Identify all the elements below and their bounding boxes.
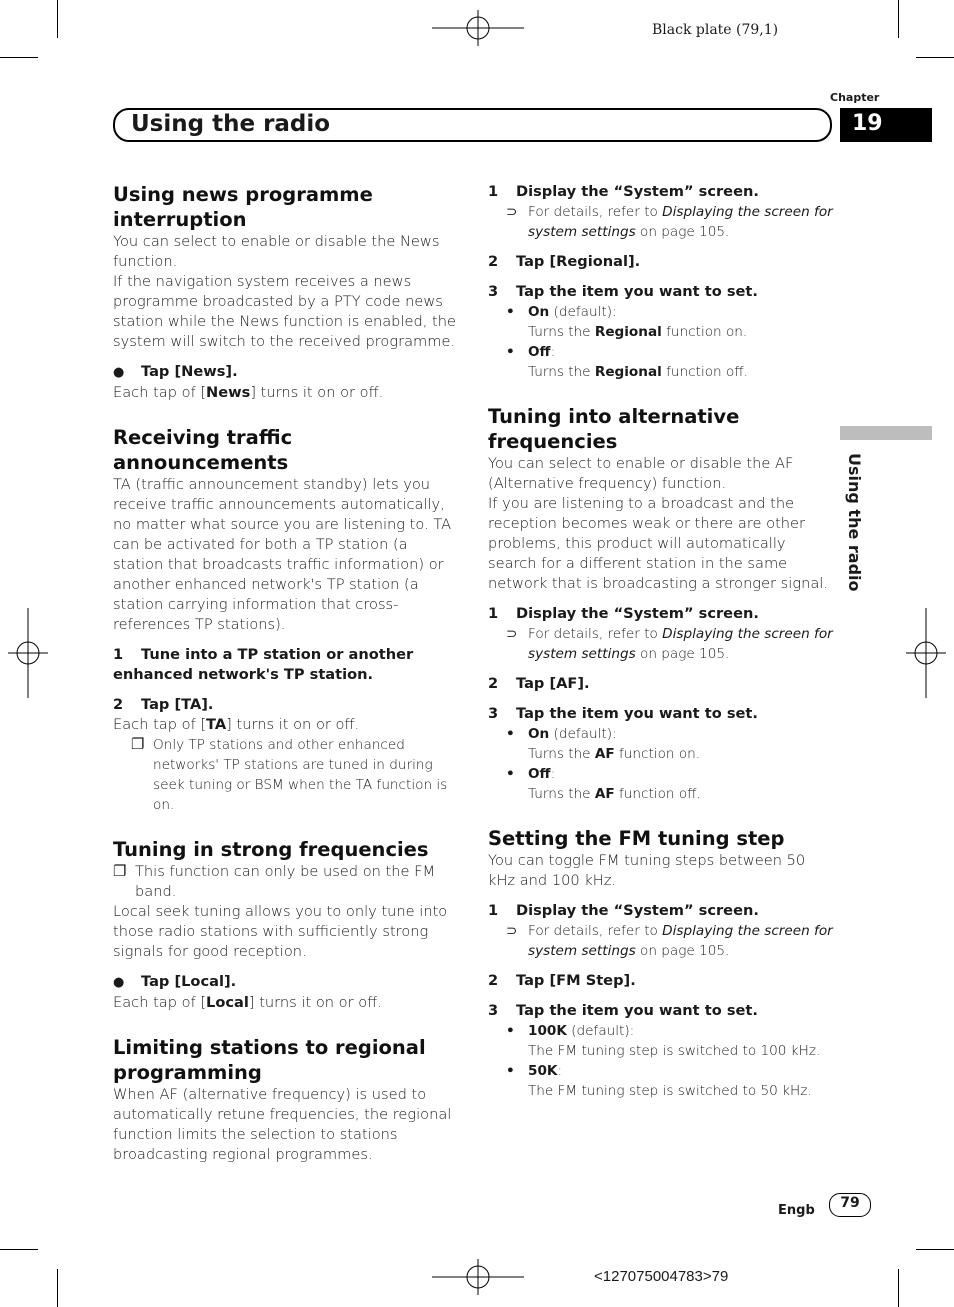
bullet-dot-icon: • [506, 726, 515, 742]
crop-mark [916, 57, 954, 58]
step: 1 Display the “System” screen. [488, 183, 759, 200]
side-tab-bar [840, 426, 932, 440]
section-title: Tuning in strong frequencies [113, 838, 429, 861]
option: • 100K (default): [506, 1023, 635, 1039]
paragraph: You can select to enable or disable the AF (Alternative frequency) function. [488, 455, 794, 492]
section-title: Tuning into alternative frequencies [488, 405, 740, 453]
option-description: The FM tuning step is switched to 50 kHz. [528, 1083, 812, 1099]
paragraph: You can toggle FM tuning steps between 50 kHz and 100 kHz. [488, 852, 806, 889]
paragraph: Each tap of [News] turns it on or off. [113, 384, 384, 401]
note: ❐ Only TP stations and other enhanced networks' TP stations are tuned in during seek tuning or BSM when the TA function is on. [131, 735, 448, 813]
crop-mark [0, 1249, 38, 1250]
section-title: Receiving traffic announcements [113, 426, 293, 474]
registration-mark-top [432, 10, 524, 46]
section-title: Limiting stations to regional programming [113, 1036, 426, 1084]
page-number: 79 [840, 1195, 860, 1211]
side-tab-text: Using the radio [845, 453, 864, 592]
note: ❐ This function can only be used on the FM band. [113, 862, 436, 900]
language-label: Engb [778, 1203, 815, 1218]
bullet-dot-icon: ● [113, 975, 125, 990]
option-description: Turns the AF function off. [528, 786, 701, 802]
crop-mark [57, 1269, 58, 1307]
arrow-icon: ⊃ [506, 204, 518, 220]
step: 1 Display the “System” screen. [488, 605, 759, 622]
note-checkbox-icon: ❐ [113, 862, 127, 880]
step: 2 Tap [AF]. [488, 675, 590, 692]
crop-mark [898, 1269, 899, 1307]
reference: ⊃ For details, refer to Displaying the screen for system settings on page 105. [506, 626, 833, 662]
chapter-number-box [840, 108, 932, 142]
action-bullet: ● Tap [Local]. [113, 972, 458, 993]
right-column [488, 182, 833, 1101]
section-title: Using news programme interruption [113, 183, 373, 231]
bullet-dot-icon: • [506, 766, 515, 782]
option-description: The FM tuning step is switched to 100 kHz. [528, 1043, 821, 1059]
page-title: Using the radio [131, 111, 331, 137]
arrow-icon: ⊃ [506, 626, 518, 642]
bullet-dot-icon: • [506, 1063, 515, 1079]
chapter-label: Chapter [830, 91, 880, 104]
crop-mark [916, 1249, 954, 1250]
option-description: Turns the Regional function on. [528, 324, 748, 340]
bullet-dot-icon: • [506, 344, 515, 360]
paragraph: If the navigation system receives a news programme broadcasted by a PTY code news station while the News function is enabled, the system will switch to the received programme. [113, 273, 456, 350]
paragraph: Each tap of [Local] turns it on or off. [113, 994, 382, 1011]
bullet-dot-icon: • [506, 1023, 515, 1039]
step: 2 Tap [TA]. [113, 696, 214, 713]
registration-mark-right [906, 608, 946, 698]
registration-mark-left [8, 608, 48, 698]
note-checkbox-icon: ❐ [131, 735, 145, 753]
crop-mark [57, 0, 58, 38]
paragraph: Local seek tuning allows you to only tune into those radio stations with sufficiently strong signals for good reception. [113, 903, 448, 960]
left-column [113, 182, 458, 1165]
option-description: Turns the AF function on. [528, 746, 701, 762]
page-title-bar [113, 108, 832, 142]
arrow-icon: ⊃ [506, 923, 518, 939]
paragraph: When AF (alternative frequency) is used to automatically retune frequencies, the regional function limits the selection to stations broadcasting regional programmes. [113, 1086, 452, 1163]
bullet-dot-icon: ● [113, 365, 125, 380]
chapter-number: 19 [852, 111, 883, 136]
step: 3 Tap the item you want to set. [488, 283, 758, 300]
action-bullet: ● Tap [News]. [113, 362, 458, 383]
crop-mark [0, 57, 38, 58]
crop-mark [898, 0, 899, 38]
step: 1 Display the “System” screen. [488, 902, 759, 919]
step: 2 Tap [Regional]. [488, 253, 641, 270]
paragraph: Each tap of [TA] turns it on or off. [113, 716, 360, 733]
bullet-dot-icon: • [506, 304, 515, 320]
paragraph: TA (traffic announcement standby) lets you receive traffic announcements automatically, no matter what source you are listening to. TA can be activated for both a TP station (a station that broadcasts traffic information) or another enhanced network's TP station (a station carrying information that cross-references TP stations). [113, 476, 452, 633]
paragraph: If you are listening to a broadcast and the reception becomes weak or there are other problems, this product will automatically search for a different station in the same network that is broadcasting a stronger signal. [488, 495, 828, 592]
plate-label: Black plate (79,1) [652, 22, 779, 38]
step: 1 Tune into a TP station or another enhanced network's TP station. [113, 646, 414, 683]
option: • On (default): [506, 726, 617, 742]
reference: ⊃ For details, refer to Displaying the screen for system settings on page 105. [506, 923, 833, 959]
step: 3 Tap the item you want to set. [488, 705, 758, 722]
option-description: Turns the Regional function off. [528, 364, 748, 380]
option: • On (default): [506, 304, 617, 320]
section-title: Setting the FM tuning step [488, 827, 785, 850]
registration-mark-bottom [432, 1259, 524, 1295]
step: 3 Tap the item you want to set. [488, 1002, 758, 1019]
option: • Off: [506, 344, 556, 360]
reference: ⊃ For details, refer to Displaying the screen for system settings on page 105. [506, 204, 833, 240]
page-number-box [829, 1193, 871, 1217]
step: 2 Tap [FM Step]. [488, 972, 636, 989]
paragraph: You can select to enable or disable the News function. [113, 233, 440, 270]
option: • Off: [506, 766, 556, 782]
document-id: <127075004783>79 [594, 1268, 729, 1285]
option: • 50K: [506, 1063, 563, 1079]
